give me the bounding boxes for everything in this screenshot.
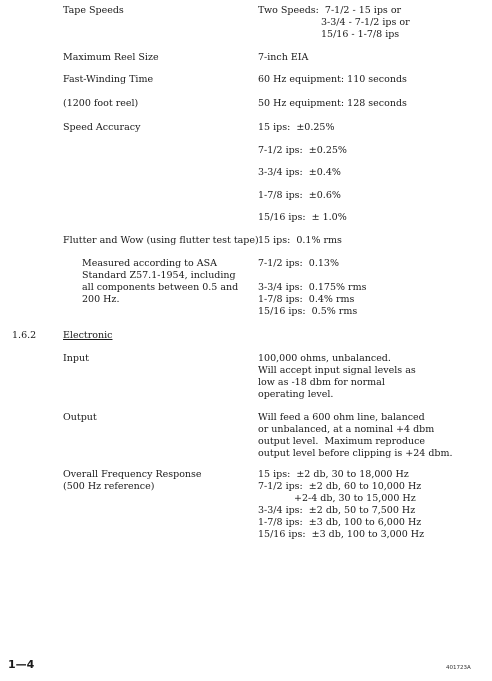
reel-1200-label: (1200 foot reel)	[63, 98, 139, 109]
input-value: Will accept input signal levels as	[258, 365, 416, 376]
flutter-note: Measured according to ASA	[82, 258, 217, 269]
freq-label: (500 Hz reference)	[63, 481, 155, 492]
fast-winding-value: 60 Hz equipment: 110 seconds	[258, 74, 407, 85]
tape-speeds-value-3: 15/16 - 1-7/8 ips	[321, 29, 400, 40]
flutter-label: Flutter and Wow (using flutter test tape)	[63, 235, 259, 246]
flutter-note: Standard Z57.1-1954, including	[82, 270, 236, 281]
flutter-value: 7-1/2 ips: 0.13%	[258, 258, 339, 269]
flutter-value: 3-3/4 ips: 0.175% rms	[258, 282, 367, 293]
flutter-value: 15 ips: 0.1% rms	[258, 235, 342, 246]
document-code: 401723A	[446, 665, 471, 671]
section-title: Electronic	[63, 330, 113, 341]
input-value: 100,000 ohms, unbalanced.	[258, 353, 391, 364]
speed-accuracy-value: 15/16 ips: ± 1.0%	[258, 212, 347, 223]
output-value: or unbalanced, at a nominal +4 dbm	[258, 424, 435, 435]
speed-accuracy-value: 1-7/8 ips: ±0.6%	[258, 190, 341, 201]
freq-label: Overall Frequency Response	[63, 469, 202, 480]
tape-speeds-value-1: Two Speeds: 7-1/2 - 15 ips or	[258, 5, 402, 16]
speed-accuracy-value: 3-3/4 ips: ±0.4%	[258, 167, 341, 178]
freq-value: +2-4 db, 30 to 15,000 Hz	[294, 493, 416, 504]
flutter-note: 200 Hz.	[82, 294, 120, 305]
speed-accuracy-value: 7-1/2 ips: ±0.25%	[258, 145, 347, 156]
fast-winding-label: Fast-Winding Time	[63, 74, 154, 85]
reel-1200-value: 50 Hz equipment: 128 seconds	[258, 98, 407, 109]
flutter-value: 15/16 ips: 0.5% rms	[258, 306, 358, 317]
output-value: output level. Maximum reproduce	[258, 436, 426, 447]
input-value: low as -18 dbm for normal	[258, 377, 385, 388]
output-value: output level before clipping is +24 dbm.	[258, 448, 453, 459]
flutter-value: 1-7/8 ips: 0.4% rms	[258, 294, 355, 305]
freq-value: 7-1/2 ips: ±2 db, 60 to 10,000 Hz	[258, 481, 422, 492]
input-value: operating level.	[258, 389, 334, 400]
page-number: 1—4	[8, 658, 35, 671]
freq-value: 1-7/8 ips: ±3 db, 100 to 6,000 Hz	[258, 517, 422, 528]
speed-accuracy-label: Speed Accuracy	[63, 122, 141, 133]
output-label: Output	[63, 412, 97, 423]
speed-accuracy-value: 15 ips: ±0.25%	[258, 122, 335, 133]
freq-value: 15 ips: ±2 db, 30 to 18,000 Hz	[258, 469, 409, 480]
max-reel-value: 7-inch EIA	[258, 52, 309, 63]
freq-value: 15/16 ips: ±3 db, 100 to 3,000 Hz	[258, 529, 425, 540]
freq-value: 3-3/4 ips: ±2 db, 50 to 7,500 Hz	[258, 505, 416, 516]
tape-speeds-value-2: 3-3/4 - 7-1/2 ips or	[321, 17, 410, 28]
section-number: 1.6.2	[12, 330, 37, 341]
input-label: Input	[63, 353, 89, 364]
output-value: Will feed a 600 ohm line, balanced	[258, 412, 425, 423]
max-reel-label: Maximum Reel Size	[63, 52, 159, 63]
tape-speeds-label: Tape Speeds	[63, 5, 124, 16]
flutter-note: all components between 0.5 and	[82, 282, 239, 293]
